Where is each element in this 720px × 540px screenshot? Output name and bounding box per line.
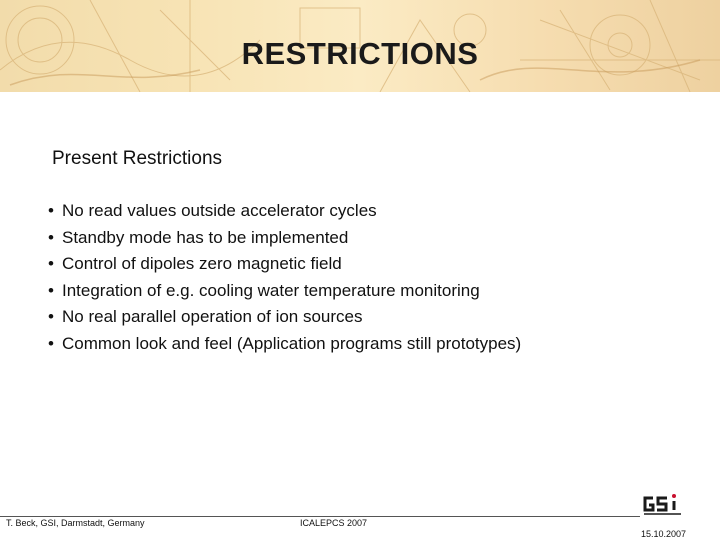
- footer-conference: ICALEPCS 2007: [300, 518, 368, 528]
- footer-divider: [0, 516, 640, 517]
- bullet-list: [48, 200, 521, 359]
- bullet-text: Common look and feel (Application programs still prototypes): [62, 333, 522, 353]
- bullet-marker: •: [48, 333, 54, 353]
- footer-author: T. Beck, GSI, Darmstadt, Germany: [6, 518, 145, 528]
- bullet-marker: •: [48, 307, 54, 326]
- bullet-item: [48, 306, 521, 333]
- gsi-logo: [641, 492, 685, 523]
- bullet-text: Integration of e.g. cooling water temperature monitoring: [62, 280, 480, 300]
- bullet-item: [48, 227, 521, 254]
- bullet-marker: •: [48, 201, 54, 220]
- bullet-item: [48, 333, 521, 360]
- header-banner: [0, 0, 720, 92]
- bullet-item: [48, 253, 521, 280]
- bullet-marker: •: [48, 254, 54, 273]
- bullet-text: No read values outside accelerator cycles: [62, 201, 377, 220]
- bullet-text: Control of dipoles zero magnetic field: [62, 254, 342, 273]
- footer-date: 15.10.2007: [641, 529, 687, 539]
- bullet-item: [48, 280, 521, 307]
- bullet-marker: •: [48, 280, 54, 300]
- bullet-text: Standby mode has to be implemented: [62, 227, 349, 247]
- slide-title: RESTRICTIONS: [241, 36, 479, 71]
- bullet-text: No real parallel operation of ion sources: [62, 307, 363, 326]
- section-heading: Present Restrictions: [52, 148, 223, 169]
- bullet-marker: •: [48, 227, 54, 247]
- bullet-item: [48, 200, 521, 227]
